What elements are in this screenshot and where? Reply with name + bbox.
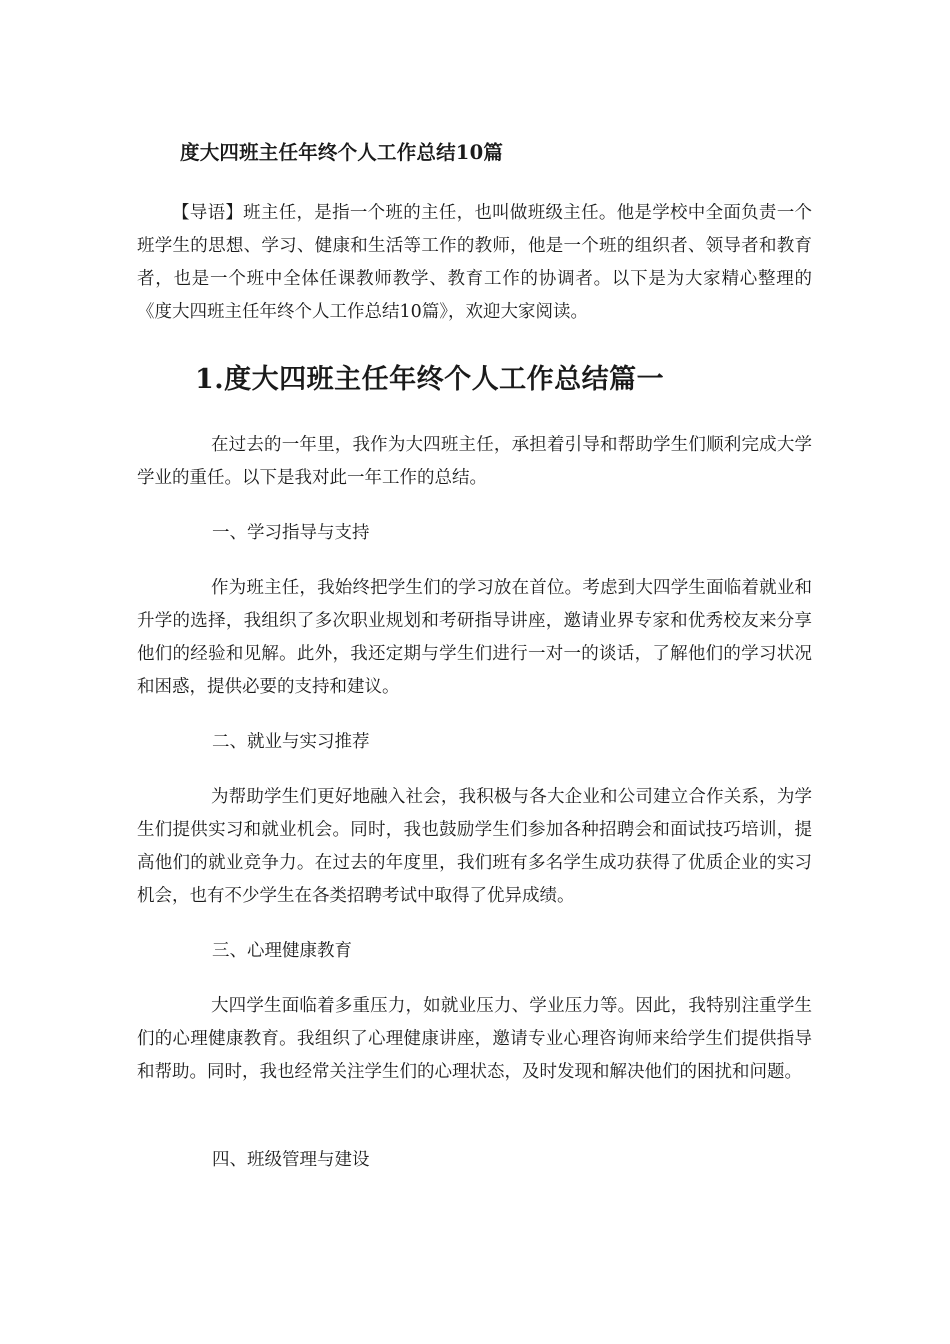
subheading-study-guidance: 一、学习指导与支持	[212, 523, 370, 543]
document-title: 度大四班主任年终个人工作总结10篇	[180, 141, 504, 164]
subheading-mental-health: 三、心理健康教育	[212, 941, 352, 961]
subheading-class-management: 四、班级管理与建设	[212, 1150, 370, 1170]
subheading-employment: 二、就业与实习推荐	[212, 732, 370, 752]
section-heading: 1.度大四班主任年终个人工作总结篇一	[195, 364, 665, 395]
intro-paragraph: 【导语】班主任，是指一个班的主任，也叫做班级主任。他是学校中全面负责一个班学生的思想、学习、健康和生活等工作的教师，他是一个班的组织者、领导者和教育者，也是一个班中全体任课教师教学、教育工作的协调者。以下是为大家精心整理的《度大四班主任年终个人工作总结10篇》，欢迎大家阅读。	[137, 203, 812, 322]
opening-paragraph: 在过去的一年里，我作为大四班主任，承担着引导和帮助学生们顺利完成大学学业的重任。以下是我对此一年工作的总结。	[137, 435, 812, 488]
paragraph-study-guidance: 作为班主任，我始终把学生们的学习放在首位。考虑到大四学生面临着就业和升学的选择，我组织了多次职业规划和考研指导讲座，邀请业界专家和优秀校友来分享他们的经验和见解。此外，我还定期与学生们进行一对一的谈话，了解他们的学习状况和困惑，提供必要的支持和建议。	[137, 578, 812, 697]
paragraph-mental-health: 大四学生面临着多重压力，如就业压力、学业压力等。因此，我特别注重学生们的心理健康教育。我组织了心理健康讲座，邀请专业心理咨询师来给学生们提供指导和帮助。同时，我也经常关注学生们的心理状态，及时发现和解决他们的困扰和问题。	[137, 996, 812, 1082]
paragraph-employment: 为帮助学生们更好地融入社会，我积极与各大企业和公司建立合作关系，为学生们提供实习和就业机会。同时，我也鼓励学生们参加各种招聘会和面试技巧培训，提高他们的就业竞争力。在过去的年度里，我们班有多名学生成功获得了优质企业的实习机会，也有不少学生在各类招聘考试中取得了优异成绩。	[137, 787, 812, 906]
